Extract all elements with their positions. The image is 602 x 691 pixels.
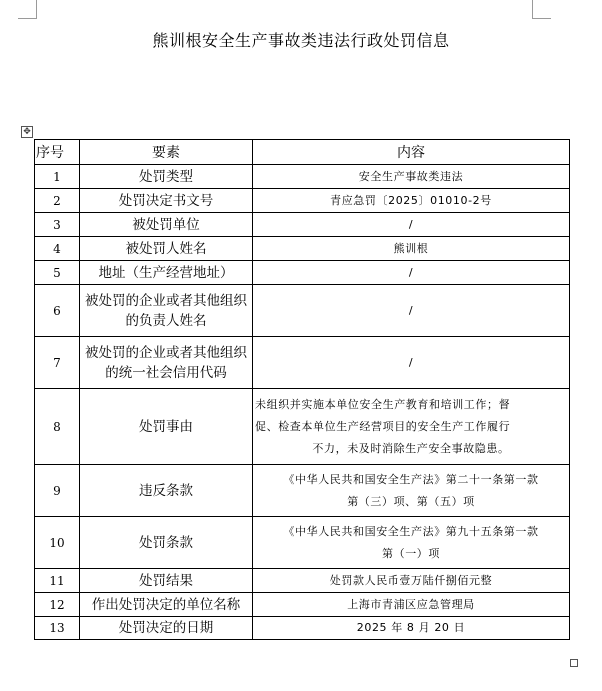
header-index: 序号 [35, 140, 80, 165]
row-index: 5 [35, 261, 80, 285]
table-resize-icon[interactable] [570, 659, 578, 667]
row-element: 处罚结果 [80, 569, 253, 593]
row-content: 青应急罚〔2025〕01010-2号 [253, 189, 570, 213]
header-element: 要素 [80, 140, 253, 165]
row-index: 12 [35, 593, 80, 617]
table-row [35, 593, 570, 617]
document-title: 熊训根安全生产事故类违法行政处罚信息 [152, 31, 450, 50]
row-element: 处罚事由 [80, 389, 253, 465]
table-row [35, 189, 570, 213]
row-content-line: 未组织并实施本单位安全生产教育和培训工作；督 [255, 397, 511, 411]
row-index: 8 [35, 389, 80, 465]
table-row [35, 213, 570, 237]
row-index: 13 [35, 617, 80, 640]
table-row [35, 237, 570, 261]
row-content-line: 促、检查本单位生产经营项目的安全生产工作履行 [255, 419, 511, 433]
table-row [35, 617, 570, 640]
table-row [35, 569, 570, 593]
row-content: / [253, 337, 570, 389]
row-content [253, 389, 570, 465]
row-content-line: 《中华人民共和国安全生产法》第二十一条第一款 [283, 472, 539, 486]
row-element: 作出处罚决定的单位名称 [80, 593, 253, 617]
row-content-line: 《中华人民共和国安全生产法》第九十五条第一款 [283, 524, 539, 538]
row-content [253, 465, 570, 517]
row-content: 处罚款人民币壹万陆仟捌佰元整 [253, 569, 570, 593]
row-content: 熊训根 [253, 237, 570, 261]
row-index: 9 [35, 465, 80, 517]
row-element: 处罚类型 [80, 165, 253, 189]
table-row [35, 261, 570, 285]
row-element [80, 285, 253, 337]
row-content: 2025 年 8 月 20 日 [253, 617, 570, 640]
row-content-line: 不力，未及时消除生产安全事故隐患。 [312, 441, 510, 455]
row-content: / [253, 213, 570, 237]
row-element: 处罚决定的日期 [80, 617, 253, 640]
table-row [35, 389, 570, 465]
row-index: 3 [35, 213, 80, 237]
row-element [80, 337, 253, 389]
row-element-line: 的统一社会信用代码 [105, 364, 227, 381]
row-element-line: 的负责人姓名 [125, 312, 207, 329]
row-content-line: 第（三）项、第（五）项 [347, 494, 475, 508]
row-element: 被处罚单位 [80, 213, 253, 237]
table-row [35, 285, 570, 337]
row-element-line: 被处罚的企业或者其他组织 [85, 344, 247, 361]
row-element: 处罚决定书文号 [80, 189, 253, 213]
row-element: 地址（生产经营地址） [80, 261, 253, 285]
row-content-line: 第（一）项 [382, 546, 440, 560]
row-element-line: 被处罚的企业或者其他组织 [85, 292, 247, 309]
table-row [35, 337, 570, 389]
row-content: / [253, 261, 570, 285]
row-element: 违反条款 [80, 465, 253, 517]
row-index: 6 [35, 285, 80, 337]
row-index: 2 [35, 189, 80, 213]
row-index: 11 [35, 569, 80, 593]
table-row [35, 165, 570, 189]
row-element: 被处罚人姓名 [80, 237, 253, 261]
header-content: 内容 [253, 140, 570, 165]
row-index: 7 [35, 337, 80, 389]
table-row [35, 465, 570, 517]
row-index: 4 [35, 237, 80, 261]
row-element: 处罚条款 [80, 517, 253, 569]
row-content: 安全生产事故类违法 [253, 165, 570, 189]
page-corner-mark-right [532, 0, 551, 19]
row-content: / [253, 285, 570, 337]
table-move-icon[interactable]: ✥ [21, 126, 33, 138]
penalty-info-table [34, 139, 570, 640]
table-header-row [35, 140, 570, 165]
row-content: 上海市青浦区应急管理局 [253, 593, 570, 617]
row-index: 1 [35, 165, 80, 189]
row-index: 10 [35, 517, 80, 569]
page-corner-mark-left [18, 0, 37, 19]
row-content [253, 517, 570, 569]
table-row [35, 517, 570, 569]
